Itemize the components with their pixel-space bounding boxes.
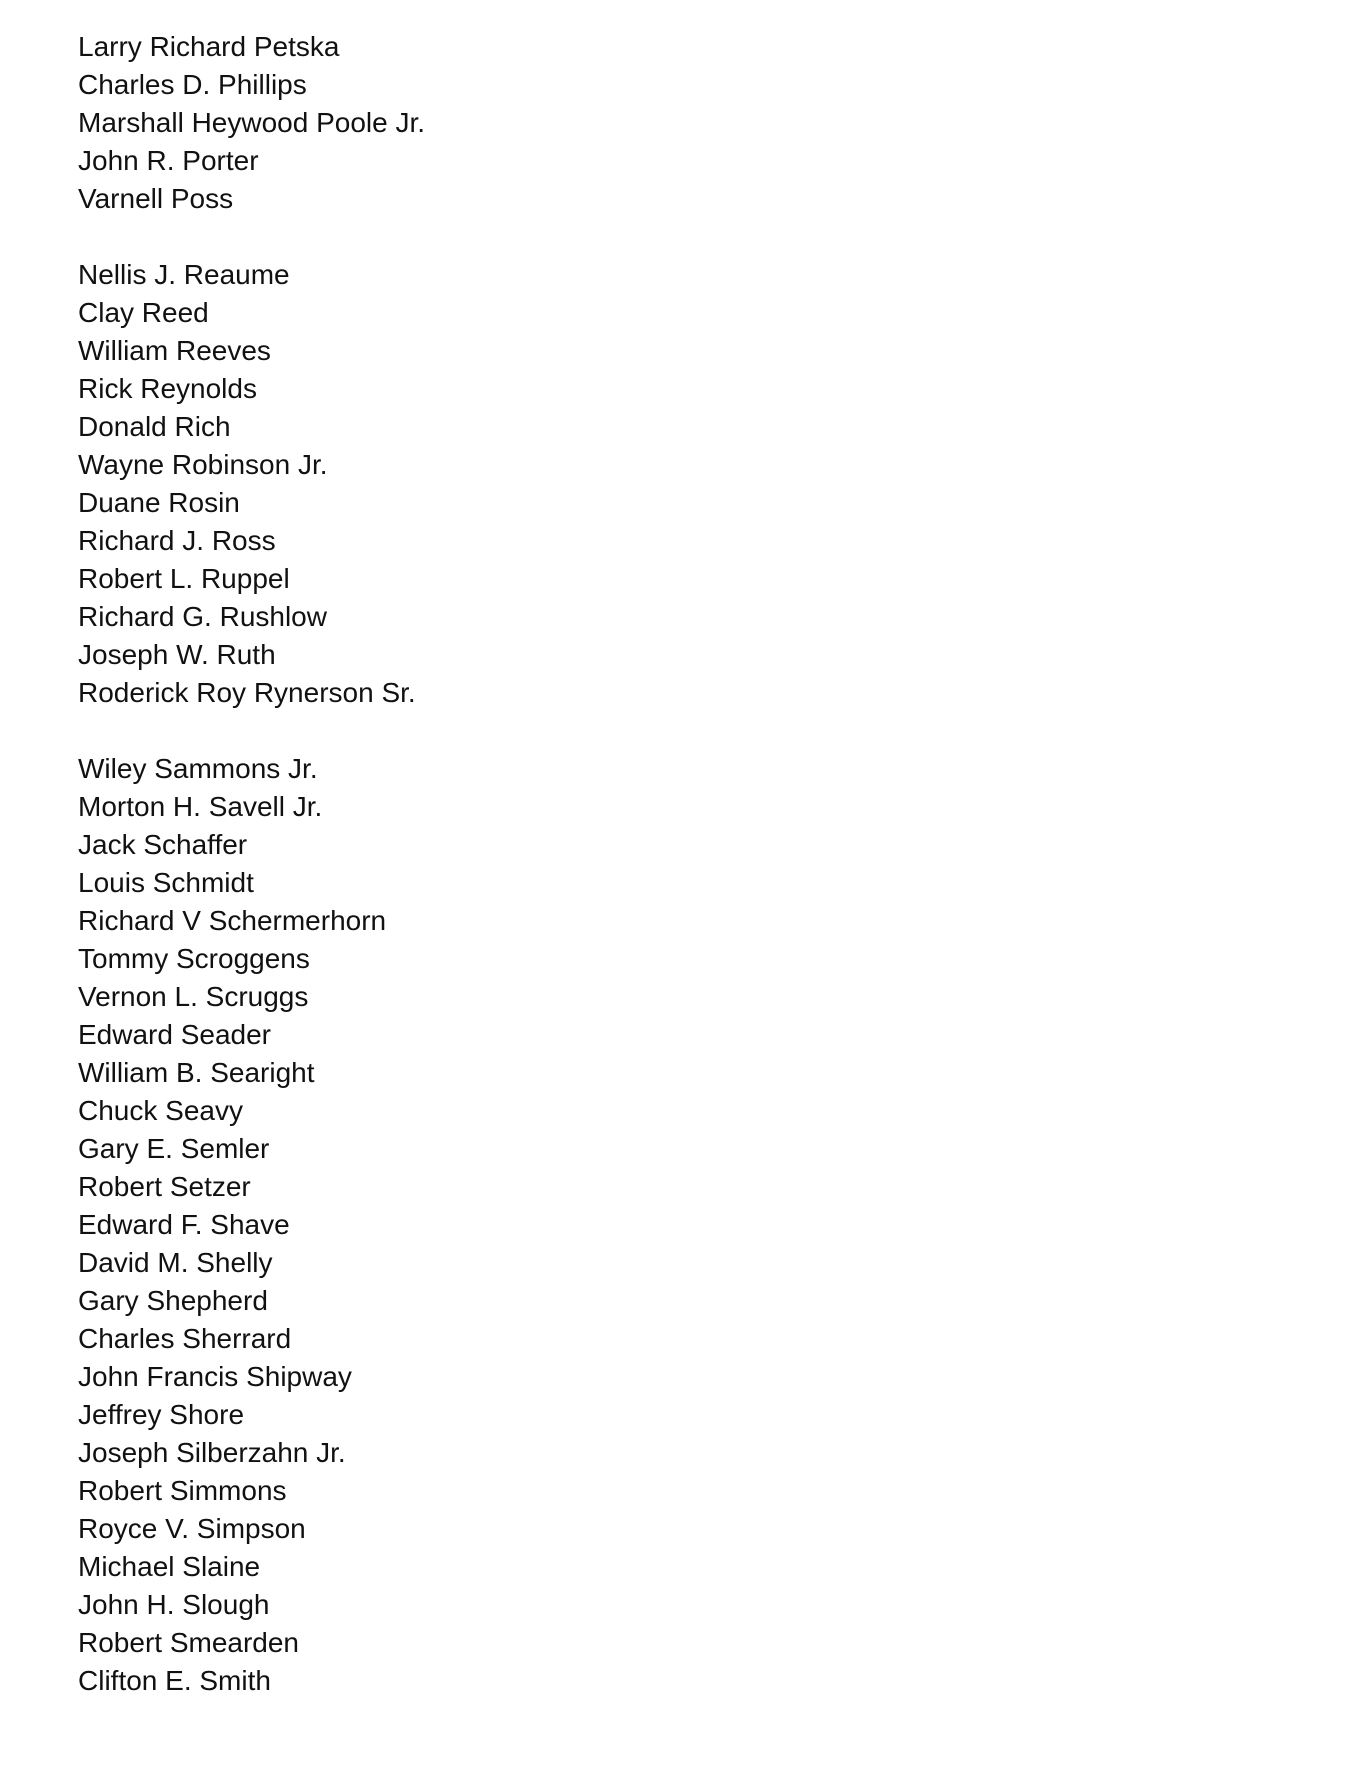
list-item: Morton H. Savell Jr.: [78, 791, 323, 822]
list-item: Joseph Silberzahn Jr.: [78, 1437, 346, 1468]
list-item: Duane Rosin: [78, 487, 240, 518]
list-item: Clifton E. Smith: [78, 1665, 271, 1696]
name-group-s: [78, 750, 425, 1700]
list-item: Tommy Scroggens: [78, 943, 310, 974]
list-item: Marshall Heywood Poole Jr.: [78, 107, 426, 138]
list-item: Robert L. Ruppel: [78, 563, 290, 594]
list-item: Chuck Seavy: [78, 1095, 243, 1126]
list-item: Jack Schaffer: [78, 829, 248, 860]
list-item: David M. Shelly: [78, 1247, 273, 1278]
list-item: Clay Reed: [78, 297, 209, 328]
list-item: Nellis J. Reaume: [78, 259, 290, 290]
list-item: William Reeves: [78, 335, 271, 366]
list-item: Wiley Sammons Jr.: [78, 753, 318, 784]
list-item: Edward F. Shave: [78, 1209, 290, 1240]
list-item: Charles D. Phillips: [78, 69, 307, 100]
list-item: Jeffrey Shore: [78, 1399, 245, 1430]
list-item: Edward Seader: [78, 1019, 272, 1050]
list-item: Richard J. Ross: [78, 525, 276, 556]
list-item: Larry Richard Petska: [78, 31, 340, 62]
list-item: Michael Slaine: [78, 1551, 261, 1582]
list-item: Gary Shepherd: [78, 1285, 268, 1316]
list-item: Wayne Robinson Jr.: [78, 449, 328, 480]
list-item: Robert Smearden: [78, 1627, 300, 1658]
list-item: Vernon L. Scruggs: [78, 981, 309, 1012]
list-item: Louis Schmidt: [78, 867, 254, 898]
list-item: John R. Porter: [78, 145, 259, 176]
list-item: Gary E. Semler: [78, 1133, 270, 1164]
list-item: Robert Setzer: [78, 1171, 251, 1202]
list-item: Varnell Poss: [78, 183, 234, 214]
list-item: John Francis Shipway: [78, 1361, 352, 1392]
list-item: Roderick Roy Rynerson Sr.: [78, 677, 416, 708]
list-item: Charles Sherrard: [78, 1323, 292, 1354]
name-list: [78, 28, 425, 1700]
list-item: Donald Rich: [78, 411, 231, 442]
list-item: Robert Simmons: [78, 1475, 287, 1506]
list-item: Royce V. Simpson: [78, 1513, 306, 1544]
list-item: Richard G. Rushlow: [78, 601, 327, 632]
name-group-p: [78, 28, 425, 218]
list-item: Joseph W. Ruth: [78, 639, 276, 670]
name-group-r: [78, 256, 425, 712]
list-item: Richard V Schermerhorn: [78, 905, 387, 936]
list-item: William B. Searight: [78, 1057, 315, 1088]
list-item: John H. Slough: [78, 1589, 270, 1620]
list-item: Rick Reynolds: [78, 373, 257, 404]
